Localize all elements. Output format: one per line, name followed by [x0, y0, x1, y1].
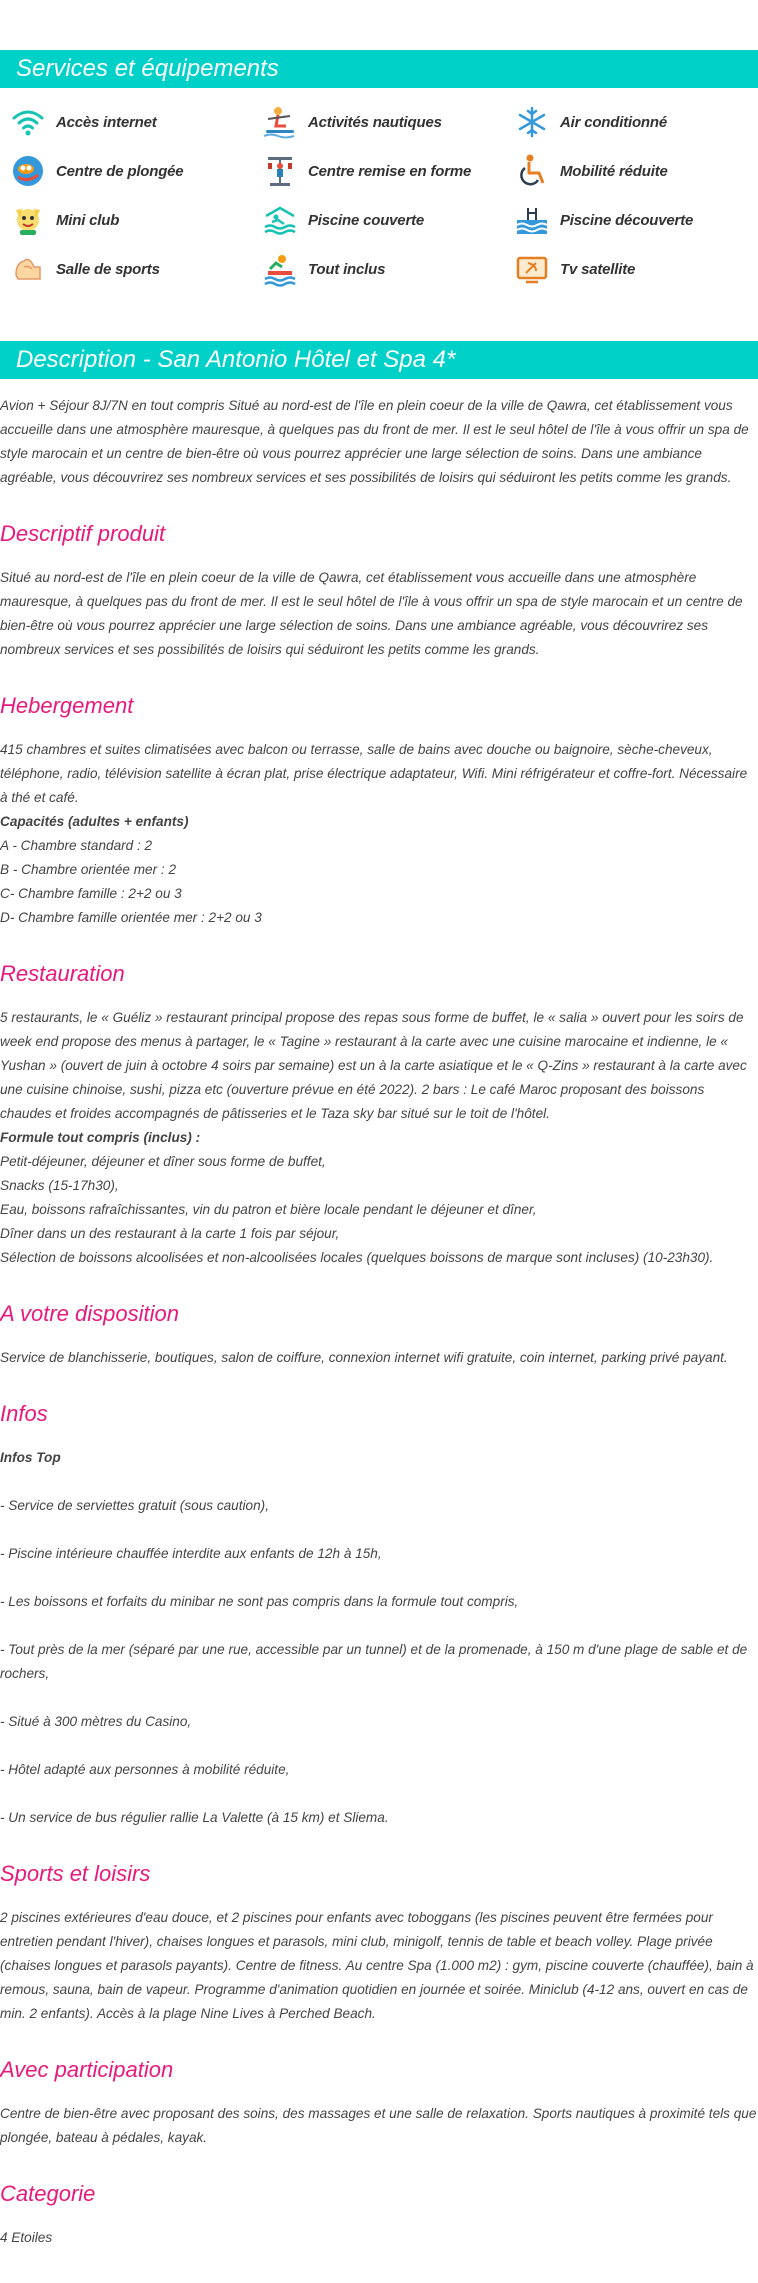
categorie-text: 4 Etoiles [0, 2230, 53, 2245]
amenity-fitness [262, 151, 471, 191]
wifi-icon [10, 104, 46, 140]
outdoor-pool-icon [514, 202, 550, 238]
room-line: C- Chambre famille : 2+2 ou 3 [0, 886, 182, 901]
amenity-water-sports [262, 102, 442, 142]
diving-icon [10, 153, 46, 189]
all-inclusive-icon [262, 251, 298, 287]
amenity-indoor-pool [262, 200, 424, 240]
sports-text: 2 piscines extérieures d'eau douce, et 2 piscines pour enfants avec toboggans (les piscines peuvent être fermées pour entretien pendant l'hiver), chaises longues et parasols, mini club, minigolf, tennis de table et beach volley. Plage privée (chaises longues et parasols payants). Centre de fitness. Au centre Spa (1.000 m2) : gym, piscine couverte (chauffée), bain à remous, sauna, bain de vapeur. Programme d'animation quotidien en journée et soirée. Miniclub (4-12 ans, ouvert en cas de min. 2 enfants). Accès à la plage Nine Lives à Perched Beach. [0, 1910, 754, 2021]
amenity-internet [10, 102, 157, 142]
descriptif-text: Situé au nord-est de l'île en plein coeur de la ville de Qawra, cet établissement vous accueille dans une atmosphère mauresque, à quelques pas du front de mer. Il est le seul hôtel de l'île à vous offrir un spa de style marocain et un centre de bien-être où vous pourrez apprécier une large sélection de soins. Dans une ambiance agréable, vous découvrirez ses nombreux services et ses possibilités de loisirs qui séduiront les petits comme les grands. [0, 570, 743, 657]
amenity-label: Accès internet [56, 113, 157, 131]
amenity-label: Salle de sports [56, 260, 160, 278]
fitness-icon [262, 153, 298, 189]
formule-title: Formule tout compris (inclus) : [0, 1130, 201, 1145]
formule-line: Snacks (15-17h30), [0, 1178, 119, 1193]
section-title-infos: Infos [0, 1401, 48, 1426]
amenity-satellite-tv [514, 249, 635, 289]
section-title-descriptif: Descriptif produit [0, 521, 166, 546]
section-title-disposition: A votre disposition [0, 1301, 179, 1326]
mini-club-icon [10, 202, 46, 238]
section-title-hebergement: Hebergement [0, 693, 134, 718]
room-line: D- Chambre famille orientée mer : 2+2 ou 3 [0, 910, 262, 925]
amenity-label: Activités nautiques [308, 113, 442, 131]
water-sports-icon [262, 104, 298, 140]
amenity-gym [10, 249, 160, 289]
formule-line: Petit-déjeuner, déjeuner et dîner sous forme de buffet, [0, 1154, 326, 1169]
amenity-label: Mobilité réduite [560, 162, 668, 180]
description-content [0, 394, 758, 2250]
amenity-label: Tout inclus [308, 260, 386, 278]
amenity-outdoor-pool [514, 200, 693, 240]
amenity-label: Tv satellite [560, 260, 636, 278]
hebergement-text: 415 chambres et suites climatisées avec balcon ou terrasse, salle de bains avec douche ou baignoire, sèche-cheveux, téléphone, radio, télévision satellite à écran plat, prise électrique adaptateur, Wifi. Mini réfrigérateur et coffre-fort. Nécessaire à thé et café. [0, 742, 748, 805]
tv-icon [514, 251, 550, 287]
services-header: Services et équipements [0, 50, 758, 88]
infos-subtitle: Infos Top [0, 1450, 61, 1465]
room-line: A - Chambre standard : 2 [0, 838, 153, 853]
info-item: - Les boissons et forfaits du minibar ne sont pas compris dans la formule tout compris, [0, 1594, 519, 1609]
amenity-air-conditioning [514, 102, 667, 142]
section-title-categorie: Categorie [0, 2181, 96, 2206]
info-item: - Hôtel adapté aux personnes à mobilité réduite, [0, 1762, 290, 1777]
info-item: - Piscine intérieure chauffée interdite aux enfants de 12h à 15h, [0, 1546, 382, 1561]
restauration-text: 5 restaurants, le « Guéliz » restaurant principal propose des repas sous forme de buffet, le « salia » ouvert pour les soirs de week end propose des menus à partager, le « Tagine » restaurant à la carte avec une cuisine marocaine et indienne, le « Yushan » (ouvert de juin à octobre 4 soirs par semaine) est un à la carte asiatique et le « Q-Zins » restaurant à la carte avec une cuisine chinoise, sushi, pizza etc (ouverture prévue en été 2022). 2 bars : Le café Maroc proposant des boissons chaudes et froides accompagnés de pâtisseries et le Taza sky bar situé sur le toit de l'hôtel. [0, 1010, 747, 1121]
info-item: - Un service de bus régulier rallie La Valette (à 15 km) et Sliema. [0, 1810, 389, 1825]
capacites-title: Capacités (adultes + enfants) [0, 814, 189, 829]
formule-line: Eau, boissons rafraîchissantes, vin du patron et bière locale pendant le déjeuner et dîner, [0, 1202, 537, 1217]
formule-line: Sélection de boissons alcoolisées et non-alcoolisées locales (quelques boissons de marque sont incluses) (10-23h30). [0, 1250, 714, 1265]
amenity-mini-club [10, 200, 119, 240]
amenity-label: Mini club [56, 211, 120, 229]
info-item: - Situé à 300 mètres du Casino, [0, 1714, 192, 1729]
amenity-reduced-mobility [514, 151, 668, 191]
amenity-label: Piscine couverte [308, 211, 425, 229]
formule-line: Dîner dans un des restaurant à la carte 1 fois par séjour, [0, 1226, 340, 1241]
wheelchair-icon [514, 153, 550, 189]
amenity-label: Centre de plongée [56, 162, 184, 180]
description-header: Description - San Antonio Hôtel et Spa 4* [0, 341, 758, 379]
info-item: - Tout près de la mer (séparé par une rue, accessible par un tunnel) et de la promenade, à 150 m d'une plage de sable et de rochers, [0, 1642, 748, 1681]
room-line: B - Chambre orientée mer : 2 [0, 862, 177, 877]
section-title-restauration: Restauration [0, 961, 125, 986]
snowflake-icon [514, 104, 550, 140]
info-item: - Service de serviettes gratuit (sous caution), [0, 1498, 269, 1513]
participation-text: Centre de bien-être avec proposant des soins, des massages et une salle de relaxation. Sports nautiques à proximité tels que plongée, bateau à pédales, kayak. [0, 2106, 757, 2145]
description-intro: Avion + Séjour 8J/7N en tout compris Situé au nord-est de l'île en plein coeur de la ville de Qawra, cet établissement vous accueille dans une atmosphère mauresque, à quelques pas du front de mer. Il est le seul hôtel de l'île à vous offrir un spa de style marocain et un centre de bien-être où vous pourrez apprécier une large sélection de soins. Dans une ambiance agréable, vous découvrirez ses nombreux services et ses possibilités de loisirs qui séduiront les petits comme les grands. [0, 398, 749, 485]
amenity-label: Piscine découverte [560, 211, 694, 229]
section-title-participation: Avec participation [0, 2057, 174, 2082]
gym-icon [10, 251, 46, 287]
disposition-text: Service de blanchisserie, boutiques, salon de coiffure, connexion internet wifi gratuite, coin internet, parking privé payant. [0, 1350, 728, 1365]
amenity-label: Centre remise en forme [308, 162, 472, 180]
section-title-sports: Sports et loisirs [0, 1861, 151, 1886]
amenity-label: Air conditionné [560, 113, 667, 131]
amenity-diving [10, 151, 183, 191]
indoor-pool-icon [262, 202, 298, 238]
amenity-all-inclusive [262, 249, 385, 289]
